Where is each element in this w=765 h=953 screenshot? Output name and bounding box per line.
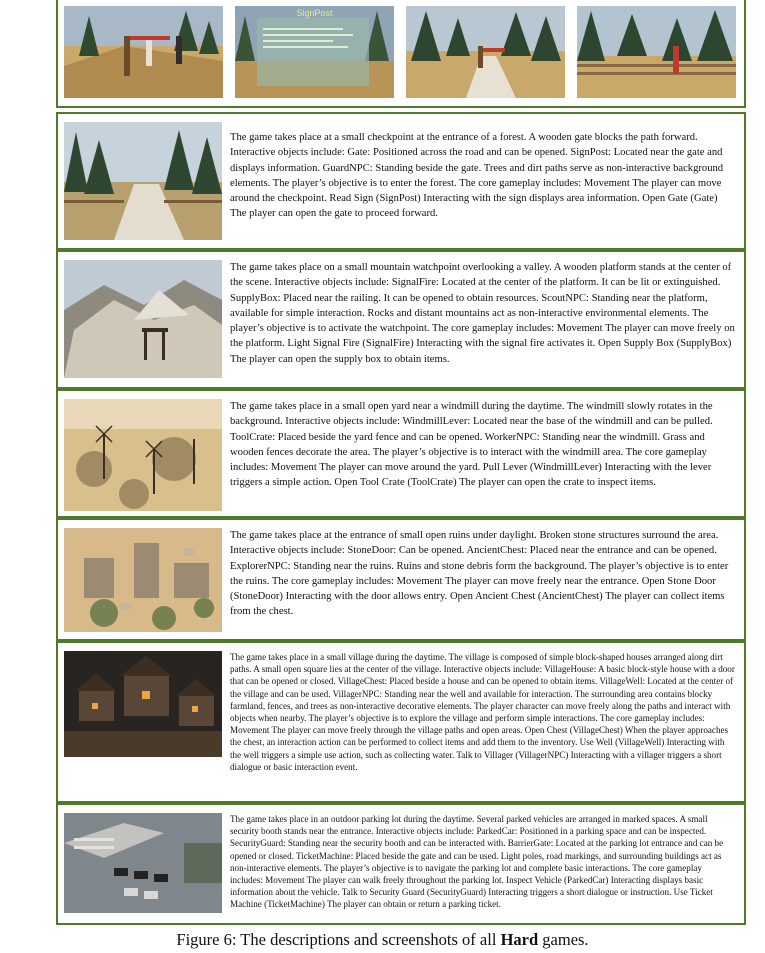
game-description: The game takes place in an outdoor parking lot during the daytime. Several parked vehicles are arranged in marked spaces. A small security booth stands near the entrance. Interactive objects include: ParkedCar: Positioned in a parking space and can be inspected. SecurityGuard: Standing near the security booth and can be interacted with. BarrierGate: Located at the parking lot entrance and can be opened or closed. TicketMachine: Placed beside the gate and can be used. Light poles, road markings, and surrounding buildings act as non-interactive elements. The player’s objective is to navigate the parking lot and complete basic interactions. The core gameplay includes: Movement The player can walk freely throughout the parking lot. Inspect Vehicle (ParkedCar) Interacting displays basic information about the vehicle. Talk to Security Guard (SecurityGuard) Interacting triggers a short dialogue or instruction. Use Ticket Machine (TicketMachine) The player can obtain or return a parking ticket. [230, 814, 724, 910]
forest-path-thumbnail [406, 6, 565, 98]
game-panel-parking-lot [56, 803, 746, 925]
stone-ruins-screenshot [64, 528, 222, 632]
windmill-yard-screenshot [64, 399, 222, 511]
caption-suffix: games. [538, 930, 589, 949]
caption-prefix: Figure 6: The descriptions and screenshots of all [176, 930, 501, 949]
caption-bold: Hard [500, 930, 539, 949]
game-panel-village [56, 641, 746, 803]
parking-lot-screenshot [64, 813, 222, 913]
signpost-overlay-title: SignPost [296, 8, 333, 18]
game-description: The game takes place at the entrance of small open ruins under daylight. Broken stone structures surround the area. Interactive objects include: StoneDoor: Can be opened. AncientChest: Placed near the entrance and can be opened. ExplorerNPC: Standing near the ruins. Ruins and stone debris form the background. The player’s objective is to enter the ruins. The core gameplay includes: Movement The player can move freely near the entrance. Open Stone Door (StoneDoor) Interacting with the door allows entry. Open Ancient Chest (AncientChest) The player can collect items from the chest. [230, 530, 729, 618]
village-screenshot [64, 651, 222, 757]
figure-caption [0, 930, 765, 950]
signpost-thumbnail [235, 6, 394, 98]
game-panel-stone-ruins [56, 518, 746, 641]
game-description: The game takes place in a small open yard near a windmill during the daytime. The windmill slowly rotates in the background. Interactive objects include: WindmillLever: Located near the base of the windmill and can be pulled. ToolCrate: Placed beside the yard fence and can be opened. WorkerNPC: Standing near the windmill. Grass and wooden fences decorate the area. The player’s objective is to interact with the windmill area. The core gameplay includes: Movement The player can move around the yard. Pull Lever (WindmillLever) Interacting with the lever triggers a simple action. Open Tool Crate (ToolCrate) The player can open the crate to inspect items. [230, 401, 713, 489]
mountain-watchpoint-screenshot [64, 260, 222, 378]
game-description: The game takes place on a small mountain watchpoint overlooking a valley. A wooden platform stands at the center of the scene. Interactive objects include: SignalFire: Located at the center of the platform. It can be lit or extinguished. SupplyBox: Placed near the railing. It can be opened to obtain resources. ScoutNPC: Standing near the platform, available for simple interaction. Rocks and distant mountains act as non-interactive environmental elements. The player’s objective is to activate the watchpoint. The core gameplay includes: Movement The player can move freely on the platform. Light Signal Fire (SignalFire) Interacting with the signal fire activates it. Open Supply Box (SupplyBox) The player can open the supply box to obtain items. [230, 262, 735, 365]
game-panel-mountain-watchpoint [56, 250, 746, 389]
game-description: The game takes place at a small checkpoint at the entrance of a forest. A wooden gate blocks the path forward. Interactive objects include: Gate: Positioned across the road and can be opened. SignPost: Located near the gate and displays information. GuardNPC: Standing beside the gate. Trees and dirt paths serve as non-interactive background elements. The player’s objective is to enter the forest. The core gameplay includes: Movement The player can move around the checkpoint. Read Sign (SignPost) Interacting with the sign displays area information. Open Gate (Gate) The player can open the gate to proceed forward. [230, 132, 724, 220]
game-description: The game takes place in a small village during the daytime. The village is composed of simple block-shaped houses arranged along dirt paths. A small open square lies at the center of the village. Interactive objects include: VillageHouse: A basic block-style house with a door that can be opened or closed. VillageChest: Placed beside a house and can be opened to obtain items. VillageWell: Located at the center of the village and can be used. VillagerNPC: Standing near the well and available for interaction. The surrounding area contains blocky farmland, fences, and trees as non-interactive decorative elements. The player character can move freely along the paths and interact with objects when nearby. The player’s objective is to explore the village and perform simple interactions. The core gameplay includes: Movement The player can move freely through the village paths and open areas. Open Chest (VillageChest) When the player approaches the chest, an interaction action can be performed to collect items and add them to the inventory. Use Well (VillageWell) Interacting with the well triggers a simple use action, such as collecting water. Talk to Villager (VillagerNPC) Interacting with a villager triggers a short dialogue or basic interaction event. [230, 652, 735, 772]
game-panel-forest-checkpoint [56, 112, 746, 250]
forest-fence-thumbnail [577, 6, 736, 98]
forest-gate-thumbnail [64, 6, 223, 98]
forest-checkpoint-screenshot [64, 122, 222, 240]
game-panel-windmill-yard [56, 389, 746, 518]
top-thumbnail-panel [56, 0, 746, 108]
